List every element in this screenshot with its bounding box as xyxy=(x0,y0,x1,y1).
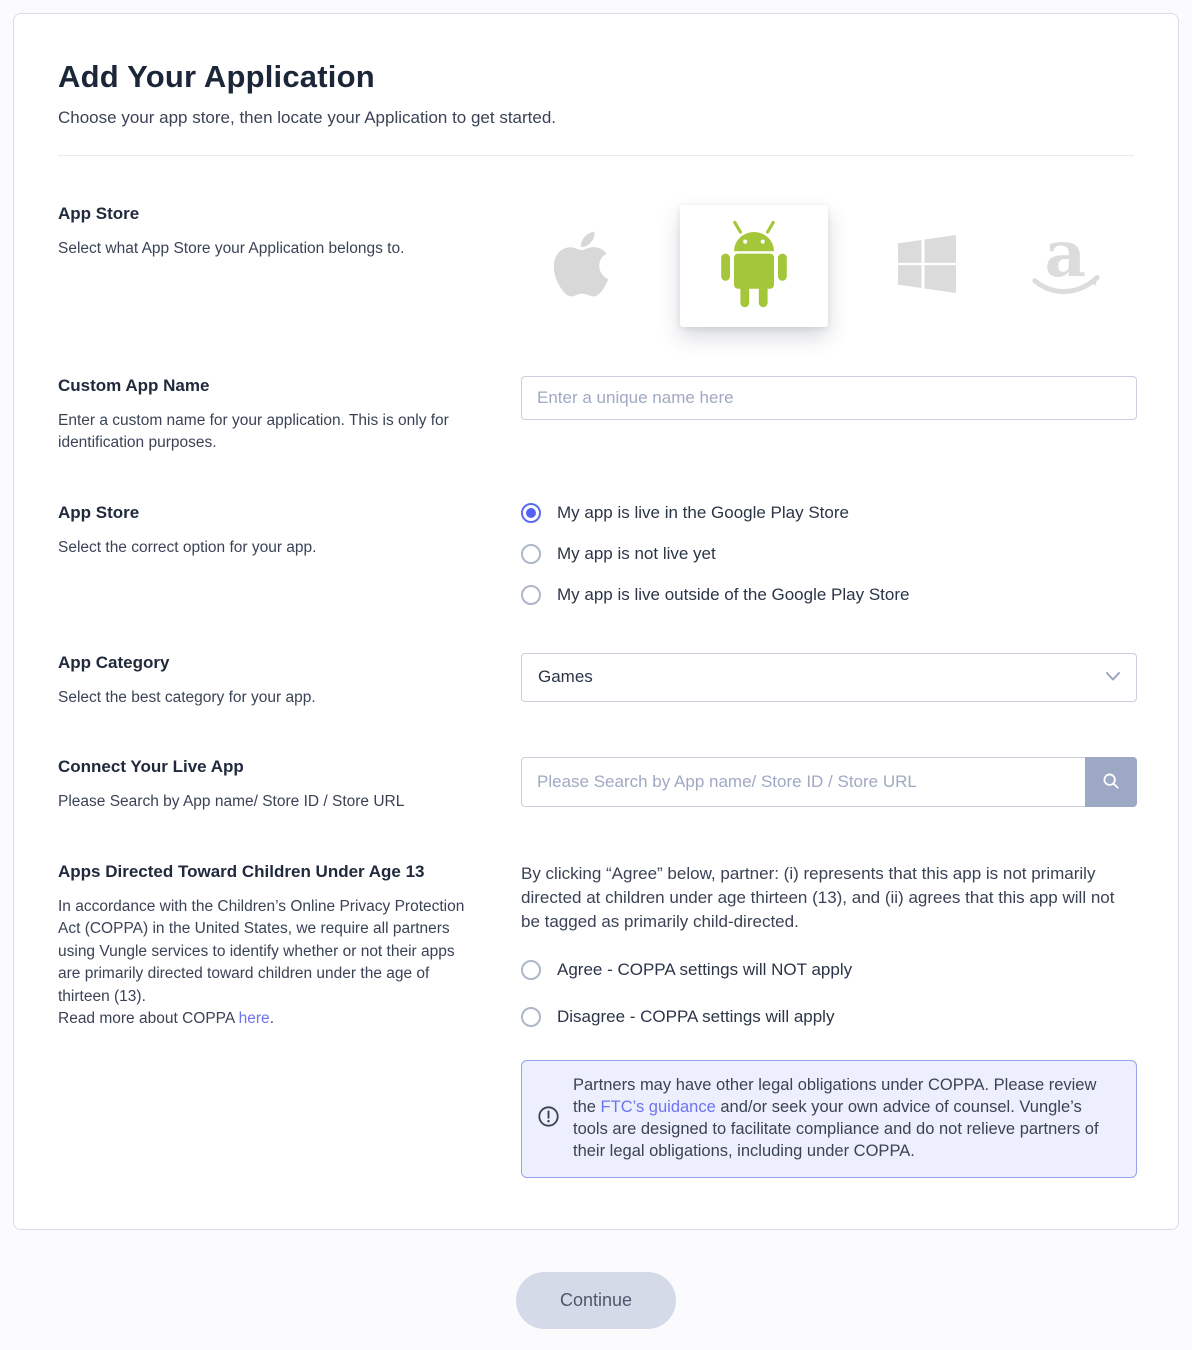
coppa-notice-text xyxy=(573,1075,1120,1163)
coppa-radio-group xyxy=(521,960,1137,1027)
continue-button[interactable]: Continue xyxy=(516,1272,676,1329)
custom-app-name-description: Enter a custom name for your application. This is only for identification purposes. xyxy=(58,412,449,452)
radio-option-coppa-disagree[interactable] xyxy=(521,1007,1137,1027)
coppa-description-text: In accordance with the Children’s Online Privacy Protection Act (COPPA) in the United States, we require all partners using Vungle services to identify whether or not their apps are primarily directed toward children under the age of thirteen (13). xyxy=(58,897,465,1005)
radio-option-label: Disagree - COPPA settings will apply xyxy=(557,1007,835,1027)
radio-option-coppa-agree[interactable] xyxy=(521,960,1137,980)
coppa-read-more-suffix: . xyxy=(269,1010,274,1028)
page-subtitle: Choose your app store, then locate your Application to get started. xyxy=(58,108,557,127)
section-app-category xyxy=(58,653,1134,709)
ftc-guidance-link[interactable]: FTC’s guidance xyxy=(600,1098,716,1117)
svg-text:a: a xyxy=(1044,224,1087,292)
windows-icon xyxy=(898,235,956,298)
radio-option-label: Agree - COPPA settings will NOT apply xyxy=(557,960,853,980)
app-category-description: Select the best category for your app. xyxy=(58,688,316,706)
radio-unselected-icon[interactable] xyxy=(521,544,541,564)
store-picker-description: Select what App Store your Application belongs to. xyxy=(58,240,405,257)
app-category-selected-value: Games xyxy=(538,667,593,687)
custom-app-name-label: Custom App Name xyxy=(58,376,210,395)
coppa-description xyxy=(58,896,478,1031)
radio-option-label: My app is not live yet xyxy=(557,543,716,563)
notice-text-before: Partners may have other legal obligations under COPPA. Please review the xyxy=(573,1076,1097,1117)
section-store-picker xyxy=(58,204,1134,328)
connect-live-app-description: Please Search by App name/ Store ID / Store URL xyxy=(58,793,405,811)
amazon-icon xyxy=(1025,225,1107,308)
android-icon xyxy=(714,219,794,314)
app-store-status-description: Select the correct option for your app. xyxy=(58,538,317,556)
coppa-agreement-text: By clicking “Agree” below, partner: (i) represents that this app is not primarily directed at children under age thirteen (13), and (ii) agrees that this app will not be tagged as primarily child-directed. xyxy=(521,863,1115,932)
app-search-button[interactable] xyxy=(1085,757,1137,807)
app-search-input[interactable] xyxy=(521,757,1085,807)
section-app-store-status xyxy=(58,503,1134,605)
radio-option-live-google-play[interactable] xyxy=(521,503,1137,523)
add-application-card xyxy=(13,13,1179,1230)
info-icon xyxy=(537,1105,560,1133)
coppa-here-link[interactable]: here xyxy=(238,1010,270,1028)
chevron-down-icon xyxy=(1106,668,1120,686)
radio-option-label: My app is live in the Google Play Store xyxy=(557,502,849,522)
store-option-android-selected[interactable] xyxy=(680,205,828,327)
radio-option-live-outside-google-play[interactable] xyxy=(521,585,1137,605)
store-option-amazon[interactable] xyxy=(1025,225,1107,308)
page-title: Add Your Application xyxy=(58,59,375,94)
radio-unselected-icon[interactable] xyxy=(521,1007,541,1027)
store-option-apple[interactable] xyxy=(551,227,611,306)
app-category-select[interactable] xyxy=(521,653,1137,702)
coppa-read-more-prefix: Read more about COPPA xyxy=(58,1010,239,1028)
radio-unselected-icon[interactable] xyxy=(521,585,541,605)
section-custom-app-name xyxy=(58,376,1134,455)
app-search-field xyxy=(521,757,1137,807)
section-coppa xyxy=(58,862,1134,1178)
app-category-label: App Category xyxy=(58,652,170,672)
radio-unselected-icon[interactable] xyxy=(521,960,541,980)
footer xyxy=(0,1272,1192,1329)
custom-app-name-input[interactable] xyxy=(521,376,1137,420)
apple-icon xyxy=(551,227,611,306)
store-picker-label: App Store xyxy=(58,204,140,223)
search-icon xyxy=(1102,772,1120,793)
store-option-windows[interactable] xyxy=(898,235,956,298)
radio-option-label: My app is live outside of the Google Play Store xyxy=(557,584,910,604)
section-connect-live-app xyxy=(58,757,1134,813)
divider xyxy=(58,155,1134,156)
notice-text-after: and/or seek your own advice of counsel. Vungle’s tools are designed to facilitate compliance and do not relieve partners of their legal obligations, including under COPPA. xyxy=(573,1098,1099,1161)
store-icon-row xyxy=(521,204,1137,328)
coppa-label: Apps Directed Toward Children Under Age 13 xyxy=(58,861,425,881)
app-store-status-radio-group xyxy=(521,503,1137,605)
connect-live-app-label: Connect Your Live App xyxy=(58,757,244,777)
coppa-notice-box xyxy=(521,1060,1137,1178)
radio-option-not-live-yet[interactable] xyxy=(521,544,1137,564)
app-store-status-label: App Store xyxy=(58,502,140,522)
radio-selected-icon[interactable] xyxy=(521,503,541,523)
